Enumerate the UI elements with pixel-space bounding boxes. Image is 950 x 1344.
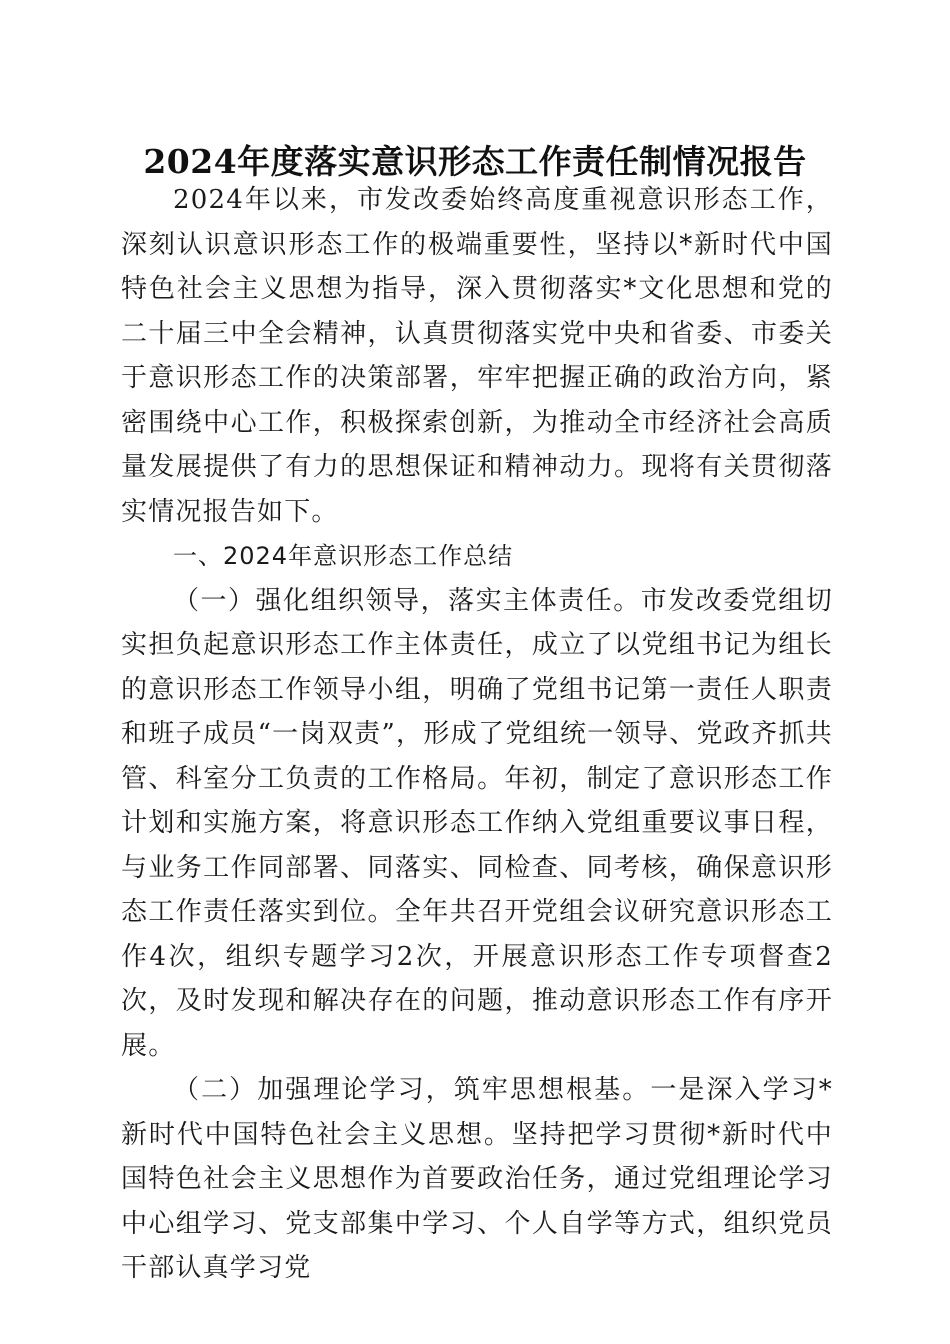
document-body <box>121 178 833 1291</box>
paragraph-organization-leadership: （一）强化组织领导，落实主体责任。市发改委党组切实担负起意识形态工作主体责任，成立了以党组书记为组长的意识形态工作领导小组，明确了党组书记第一责任人职责和班子成员“一岗双责”，形成了党组统一领导、党政齐抓共管、科室分工负责的工作格局。年初，制定了意识形态工作计划和实施方案，将意识形态工作纳入党组重要议事日程，与业务工作同部署、同落实、同检查、同考核，确保意识形态工作责任落实到位。全年共召开党组会议研究意识形态工作4次，组织专题学习2次，开展意识形态工作专项督查2次，及时发现和解决存在的问题，推动意识形态工作有序开展。 <box>121 585 833 1061</box>
section-heading: 一、2024年意识形态工作总结 <box>173 542 514 570</box>
document-title: 2024年度落实意识形态工作责任制情况报告 <box>143 142 807 181</box>
paragraph-theory-study: （二）加强理论学习，筑牢思想根基。一是深入学习*新时代中国特色社会主义思想。坚持把学习贯彻*新时代中国特色社会主义思想作为首要政治任务，通过党组理论学习中心组学习、党支部集中学习、个人自学等方式，组织党员干部认真学习党 <box>121 1075 833 1283</box>
intro-paragraph: 2024年以来，市发改委始终高度重视意识形态工作，深刻认识意识形态工作的极端重要性，坚持以*新时代中国特色社会主义思想为指导，深入贯彻落实*文化思想和党的二十届三中全会精神，认真贯彻落实党中央和省委、市委关于意识形态工作的决策部署，牢牢把握正确的政治方向，紧密围绕中心工作，积极探索创新，为推动全市经济社会高质量发展提供了有力的思想保证和精神动力。现将有关贯彻落实情况报告如下。 <box>121 185 833 527</box>
